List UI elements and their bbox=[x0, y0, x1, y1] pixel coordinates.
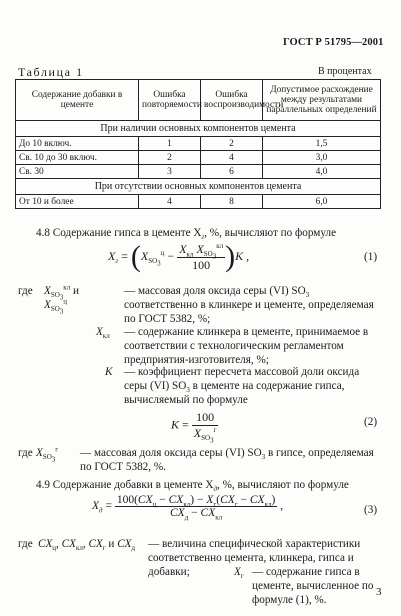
table-cell: 6 bbox=[201, 165, 263, 179]
table-cell: 1,5 bbox=[263, 137, 381, 151]
symbol-k: K bbox=[105, 366, 113, 378]
symbol-cx: $CX_ц$, $CX_{кл}$, $CX_г$ и $CX_д$ bbox=[38, 538, 136, 553]
table-cell: 1 bbox=[139, 137, 201, 151]
table-section-title: При отсутствии основных компонентов цемента bbox=[16, 179, 381, 195]
definition-k: — коэффициент пересчета массовой доли оксида серы (VI) $SO_3$ в цементе на содержание гипса, вычисляемый по формуле bbox=[124, 366, 360, 406]
column-header: Допустимое расхождение между результатами параллельных определений bbox=[263, 80, 381, 121]
table-cell: 2 bbox=[201, 137, 263, 151]
table-cell: Св. 30 bbox=[16, 165, 139, 179]
paragraph-4-9: 4.9 Содержание добавки в цементе $X_д$, %, вычисляют по формуле bbox=[36, 479, 349, 494]
table-units: В процентах bbox=[318, 66, 372, 77]
table-cell: 3 bbox=[139, 165, 201, 179]
table-cell: До 10 включ. bbox=[16, 137, 139, 151]
symbol-xso3: $X_{SO_3}^{кл}$ и $X_{SO_3}^ц$ bbox=[44, 283, 79, 316]
table-cell: 3,0 bbox=[263, 151, 381, 165]
equation-number-3: (3) bbox=[364, 504, 378, 516]
definition-xg: — содержание гипса в цементе, вычисленное по формуле (1), %. bbox=[252, 566, 374, 606]
table-section-title: При наличии основных компонентов цемента bbox=[16, 121, 381, 137]
equation-number-1: (1) bbox=[364, 251, 378, 263]
definition-xso3: — массовая доля оксида серы (VI) $SO_3$ соответственно в клинкере и цементе, определяемая по ГОСТ 5382, %; bbox=[124, 285, 374, 325]
column-header: Ошибка повторяемости bbox=[139, 80, 201, 121]
document-header: ГОСТ Р 51795—2001 bbox=[283, 37, 384, 48]
table-cell: От 10 и более bbox=[16, 195, 139, 209]
table-cell: 4 bbox=[201, 151, 263, 165]
definition-xkl: — содержание клинкера в цементе, принимаемое в соответствии с технологическим регламентом предприятия-изготовителя, %; bbox=[124, 326, 369, 366]
table-cell: 6,0 bbox=[263, 195, 381, 209]
table-header-row bbox=[16, 80, 381, 121]
table-cell: 2 bbox=[139, 151, 201, 165]
table-cell: 8 bbox=[201, 195, 263, 209]
where-label: где bbox=[18, 447, 33, 459]
table-row bbox=[16, 151, 381, 165]
page-number: 3 bbox=[376, 586, 382, 598]
precision-table bbox=[15, 79, 381, 209]
table-row bbox=[16, 137, 381, 151]
table-row bbox=[16, 195, 381, 209]
table-caption: Таблица 1 bbox=[18, 65, 84, 79]
formula-2: K = $\frac{100}{X_{SO_3}^г}$ bbox=[171, 410, 217, 445]
table-cell: Св. 10 до 30 включ. bbox=[16, 151, 139, 165]
symbol-xso3-gypsum: $X_{SO_3}^г$ bbox=[36, 445, 59, 464]
column-header: Содержание добавки в цементе bbox=[16, 80, 139, 121]
definition-xso3-gypsum: — массовая доля оксида серы (VI) $SO_3$ в гипсе, определяемая по ГОСТ 5382, %. bbox=[80, 447, 374, 473]
paragraph-4-8: 4.8 Содержание гипса в цементе $X_г$, %, вычисляют по формуле bbox=[36, 227, 337, 242]
where-label: где bbox=[18, 285, 33, 297]
definition-cx: — величина специфической характеристики соответственно цемента, клинкера, гипса и добавки; bbox=[148, 538, 361, 578]
symbol-xg: $X_г$ bbox=[234, 566, 244, 581]
formula-3: $X_д$ = $\frac{100(CX_ц - CX_{кл}) - X_г(CX_г - CX_{кл})}{CX_д - CX_{кл}}$ , bbox=[92, 494, 284, 522]
table-cell: 4 bbox=[139, 195, 201, 209]
equation-number-2: (2) bbox=[364, 416, 378, 428]
table-cell: 4,0 bbox=[263, 165, 381, 179]
table-row bbox=[16, 165, 381, 179]
column-header: Ошибка воспроизводимости bbox=[201, 80, 263, 121]
symbol-xkl: $X_{кл}$ bbox=[96, 326, 110, 341]
formula-1: $X_г = (X_{SO_3}^ц$ − $\frac{X_{кл} X_{SO_3}^{кл}}{100}$ )K , bbox=[108, 240, 250, 273]
where-label: где bbox=[18, 538, 33, 550]
